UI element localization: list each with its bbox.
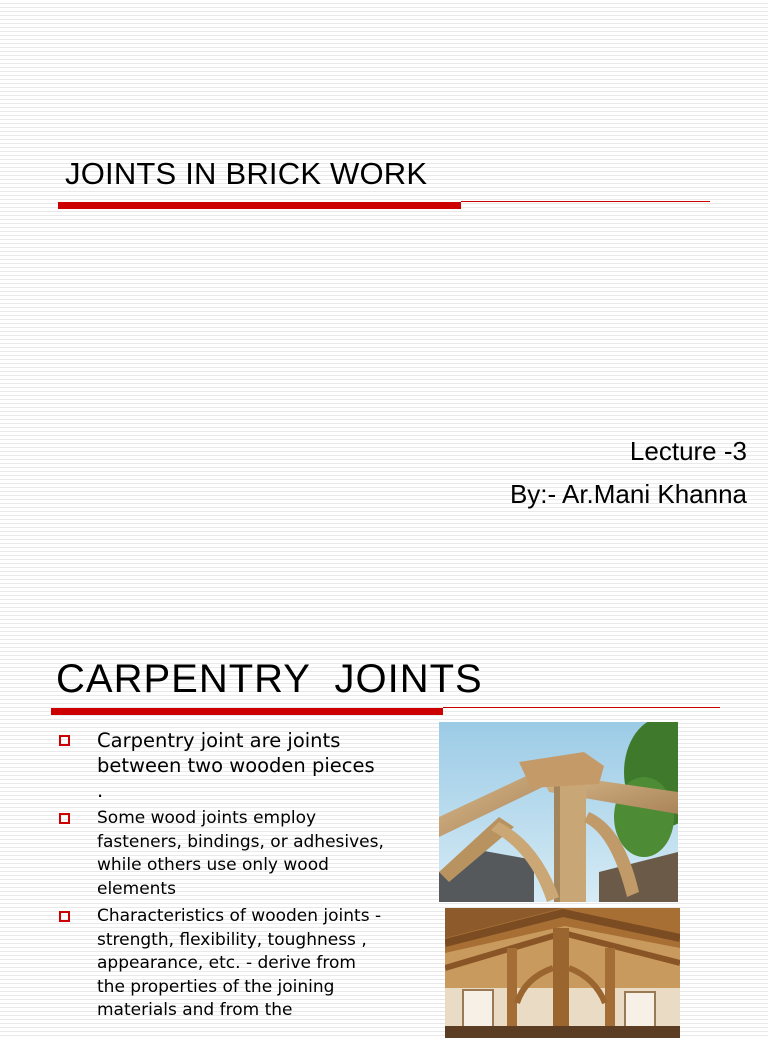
- title-underline-thin: [461, 201, 710, 202]
- bullet-item: [57, 807, 387, 901]
- hollow-square-bullet-icon: [59, 735, 70, 746]
- slide-title: JOINTS IN BRICK WORK: [65, 156, 428, 191]
- hollow-square-bullet-icon: [59, 813, 70, 824]
- content-slide: [0, 620, 768, 1024]
- bullet-text: Some wood joints employ fasteners, bindings, or adhesives, while others use only wood elements: [97, 808, 384, 899]
- title-underline-thick: [51, 708, 443, 715]
- title-underline-thick: [58, 202, 461, 209]
- title-underline-thin: [443, 707, 720, 708]
- author-credit: By:- Ar.Mani Khanna: [509, 479, 747, 509]
- lecture-number: Lecture -3: [629, 436, 747, 466]
- bullet-item: [57, 728, 387, 803]
- hollow-square-bullet-icon: [59, 911, 70, 922]
- slide-title: CARPENTRY JOINTS: [56, 657, 483, 701]
- bullet-text: Carpentry joint are joints between two wooden pieces .: [97, 729, 375, 802]
- timber-frame-photo: [439, 722, 678, 902]
- bullet-list: [57, 728, 387, 1027]
- bullet-item: [57, 905, 387, 1023]
- timber-roof-interior-photo: [445, 908, 680, 1038]
- bullet-text: Characteristics of wooden joints - strength, flexibility, toughness , appearance, etc. - derive from the properties of the joining materials and from the: [97, 906, 382, 1020]
